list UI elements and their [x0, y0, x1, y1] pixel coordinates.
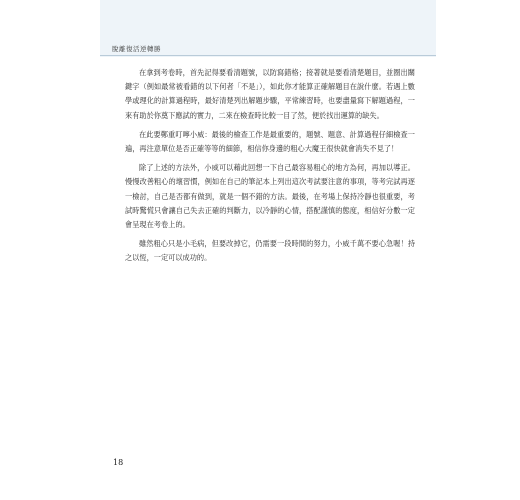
- paragraph-1: 在拿到考卷時，首先記得要看清題號，以防寫錯格；接著就是要看清楚題目，並圈出關鍵字（例如最常被看錯的以下何者「不是」），如此你才能算正確解題目在說什麼。若遇上數學或理化的計算過程時，最好清楚列出解題步驟，平常練習時，也要盡量寫下解題過程，一來有助於你奠下應試的實力，二來在檢查時比較一目了然，便於找出運算的缺失。: [125, 68, 415, 120]
- body-text: [125, 66, 415, 271]
- page-number: 18: [113, 458, 124, 467]
- running-head: 脫離復活逆轉勝: [112, 45, 161, 53]
- paragraph-2: 在此要鄭重叮嚀小威：最後的檢查工作是最重要的，題號、題意、計算過程仔細檢查一遍，再注意單位是否正確等等的細節，相信你身邊的粗心大魔王很快就會消失不見了！: [125, 129, 415, 154]
- header-divider: [100, 55, 436, 56]
- paragraph-3: 除了上述的方法外，小威可以藉此回想一下自己最容易粗心的地方為何，再加以導正。慢慢改善粗心的壞習慣，例如在自己的筆記本上列出這次考試要注意的事項，等考完試再逐一檢討，自己是否都有做到，就是一個不錯的方法。最後，在考場上保持冷靜也很重要，考試時驚慌只會讓自己失去正確的判斷力，以冷靜的心情，搭配謹慎的態度，相信好分數一定會呈現在考卷上的。: [125, 163, 415, 230]
- paragraph-4: 雖然粗心只是小毛病，但要改掉它，仍需要一段時間的努力，小威千萬不要心急喔！持之以恆，一定可以成功的。: [125, 239, 415, 263]
